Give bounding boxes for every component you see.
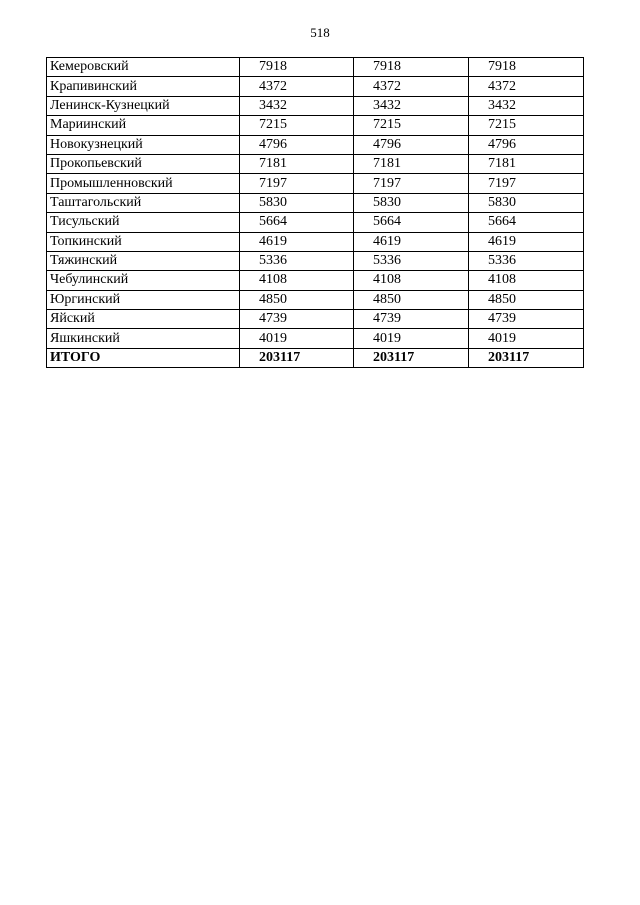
value-cell-1: 7181: [240, 154, 354, 173]
table-row: [47, 329, 584, 348]
value-cell-2: 7197: [354, 174, 469, 193]
value-cell-2: 4019: [354, 329, 469, 348]
value-cell-2: 4796: [354, 135, 469, 154]
district-name-cell: Промышленновский: [47, 174, 240, 193]
data-table: [46, 57, 584, 368]
value-cell-2: 5664: [354, 213, 469, 232]
total-label-cell: ИТОГО: [47, 348, 240, 367]
table-row: [47, 135, 584, 154]
value-cell-3: 7197: [469, 174, 584, 193]
value-cell-2: 4850: [354, 290, 469, 309]
district-name-cell: Прокопьевский: [47, 154, 240, 173]
page-number: 518: [310, 25, 330, 40]
value-cell-3: 4372: [469, 77, 584, 96]
value-cell-1: 5830: [240, 193, 354, 212]
table-row: [47, 271, 584, 290]
value-cell-3: 7181: [469, 154, 584, 173]
district-name-cell: Юргинский: [47, 290, 240, 309]
total-value-cell-1: 203117: [240, 348, 354, 367]
district-name-cell: Ленинск-Кузнецкий: [47, 96, 240, 115]
district-name-cell: Крапивинский: [47, 77, 240, 96]
value-cell-2: 4108: [354, 271, 469, 290]
district-name-cell: Яшкинский: [47, 329, 240, 348]
value-cell-2: 4619: [354, 232, 469, 251]
value-cell-1: 3432: [240, 96, 354, 115]
table-row: [47, 193, 584, 212]
table-row: [47, 213, 584, 232]
value-cell-3: 5830: [469, 193, 584, 212]
value-cell-3: 4019: [469, 329, 584, 348]
total-value-cell-3: 203117: [469, 348, 584, 367]
total-value-cell-2: 203117: [354, 348, 469, 367]
district-name-cell: Яйский: [47, 310, 240, 329]
district-name-cell: Таштагольский: [47, 193, 240, 212]
table-row: [47, 174, 584, 193]
district-name-cell: Кемеровский: [47, 58, 240, 77]
district-name-cell: Тяжинский: [47, 251, 240, 270]
value-cell-3: 4850: [469, 290, 584, 309]
value-cell-1: 5336: [240, 251, 354, 270]
total-row: [47, 348, 584, 367]
value-cell-3: 4739: [469, 310, 584, 329]
value-cell-2: 7215: [354, 116, 469, 135]
district-name-cell: Чебулинский: [47, 271, 240, 290]
table-row: [47, 77, 584, 96]
table-row: [47, 154, 584, 173]
value-cell-3: 4619: [469, 232, 584, 251]
value-cell-1: 4850: [240, 290, 354, 309]
value-cell-3: 7215: [469, 116, 584, 135]
value-cell-2: 3432: [354, 96, 469, 115]
value-cell-1: 4739: [240, 310, 354, 329]
value-cell-2: 7181: [354, 154, 469, 173]
value-cell-3: 5336: [469, 251, 584, 270]
value-cell-2: 7918: [354, 58, 469, 77]
value-cell-1: 7197: [240, 174, 354, 193]
value-cell-1: 7215: [240, 116, 354, 135]
value-cell-3: 5664: [469, 213, 584, 232]
value-cell-2: 4372: [354, 77, 469, 96]
value-cell-3: 4108: [469, 271, 584, 290]
value-cell-2: 4739: [354, 310, 469, 329]
value-cell-1: 4619: [240, 232, 354, 251]
value-cell-3: 7918: [469, 58, 584, 77]
value-cell-2: 5336: [354, 251, 469, 270]
district-name-cell: Топкинский: [47, 232, 240, 251]
value-cell-1: 4019: [240, 329, 354, 348]
district-name-cell: Тисульский: [47, 213, 240, 232]
district-name-cell: Новокузнецкий: [47, 135, 240, 154]
table-row: [47, 116, 584, 135]
district-name-cell: Мариинский: [47, 116, 240, 135]
value-cell-3: 4796: [469, 135, 584, 154]
table-row: [47, 96, 584, 115]
table-row: [47, 251, 584, 270]
table-row: [47, 310, 584, 329]
value-cell-1: 4372: [240, 77, 354, 96]
table-row: [47, 232, 584, 251]
value-cell-1: 5664: [240, 213, 354, 232]
table-row: [47, 58, 584, 77]
table-row: [47, 290, 584, 309]
value-cell-3: 3432: [469, 96, 584, 115]
value-cell-2: 5830: [354, 193, 469, 212]
value-cell-1: 4108: [240, 271, 354, 290]
value-cell-1: 7918: [240, 58, 354, 77]
value-cell-1: 4796: [240, 135, 354, 154]
